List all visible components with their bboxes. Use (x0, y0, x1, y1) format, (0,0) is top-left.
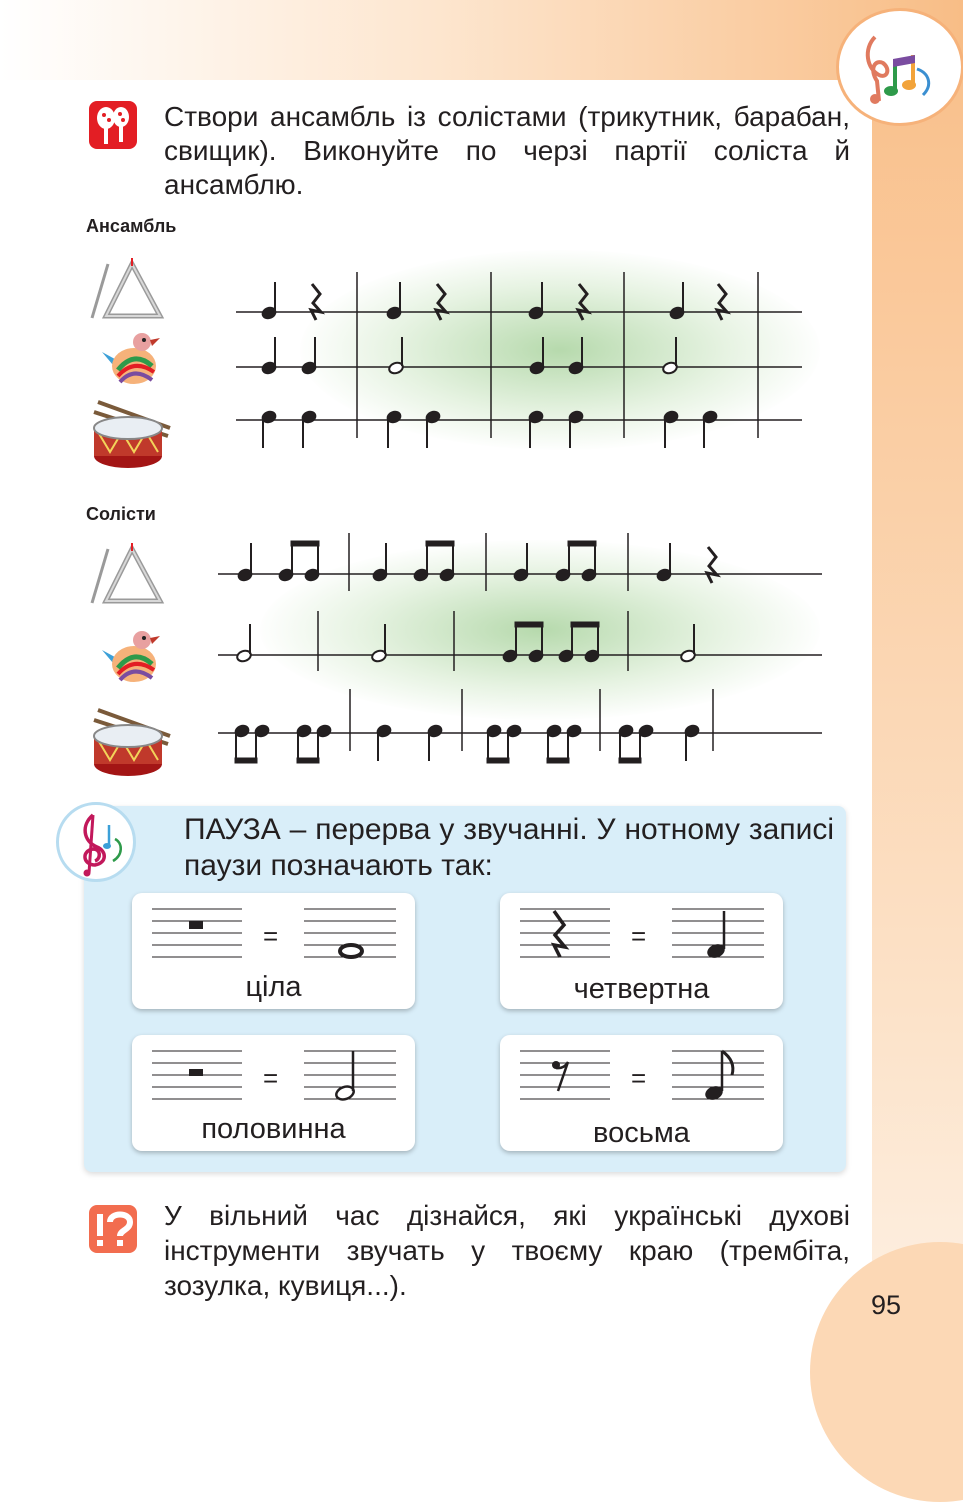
rest-card-half (132, 1035, 415, 1151)
rest-label-whole: ціла (245, 971, 302, 1003)
rest-label-quarter: четвертна (573, 973, 710, 1005)
corner-badge (836, 8, 963, 126)
page-number: 95 (870, 1290, 902, 1320)
quarter-rest-glyph (554, 911, 565, 957)
rest-label-half: половинна (201, 1113, 346, 1145)
half-note-glyph (334, 1051, 355, 1102)
equals-sign: = (263, 1063, 279, 1093)
pause-definition: ПАУЗА – перерва у звучанні. У нотному записі паузи позначають так: (184, 813, 834, 882)
equals-sign: = (263, 921, 279, 951)
quarter-note (261, 282, 278, 321)
treble-clef-icon (67, 811, 127, 877)
question-exclamation-icon (88, 1204, 138, 1254)
rest-card-quarter (500, 893, 783, 1009)
rest-card-eighth (500, 1035, 783, 1151)
ensemble-label: Ансамбль (86, 216, 177, 236)
eighth-note-glyph (703, 1051, 733, 1102)
rest-card-whole (132, 893, 415, 1009)
quarter-note-glyph (705, 911, 726, 960)
equals-sign: = (631, 1063, 647, 1093)
equals-sign: = (631, 921, 647, 951)
rest-label-eighth: восьма (593, 1117, 690, 1149)
task-text: Створи ансамбль із солістами (трикутник, барабан, свищик). Виконуйте по черзі партії соліста й ансамблю. (164, 101, 850, 200)
homework-text: У вільний час дізнайся, які українські духові інструменти звучать у твоєму краю (трембіта, зозулка, кувиця...). (164, 1200, 850, 1301)
half-rest-glyph (189, 1069, 203, 1076)
whole-rest-glyph (189, 921, 203, 929)
whole-note-glyph (340, 945, 362, 957)
maracas-icon (88, 100, 138, 150)
soloists-label: Солісти (86, 504, 156, 524)
clef-badge (56, 802, 136, 882)
ensemble-score (0, 260, 963, 460)
soloists-score (0, 525, 963, 785)
music-notes-icon (853, 29, 943, 109)
top-decor-band (0, 0, 963, 80)
